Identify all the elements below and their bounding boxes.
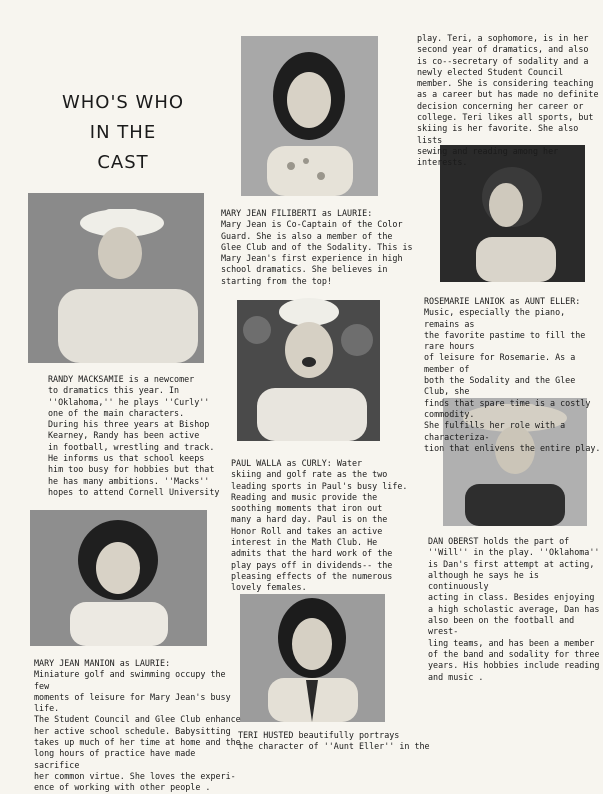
caption-mary-jean-manion: MARY JEAN MANION as LAURIE: Miniature golf and swimming occupy the few moments of leisure for Mary Jean's busy life. The Student Council and Glee Club enhance her active school schedule. Babysitting takes up much of her time at home and the long hours of practice have made sacrifice her common virtue. She loves the experi- ence of working with other people . xyxy=(34,658,241,793)
photo-walla xyxy=(237,300,380,441)
caption-dan-oberst: DAN OBERST holds the part of ''Will'' in the play. ''Oklahoma'' is Dan's first attempt at acting, although he says he is continuously acting in class. Besides enjoying a high scholastic average, Dan has also been on the football and wrest- ling teams, and has been a member of the band and sodality for three years. His hobbies include reading and music . xyxy=(428,536,600,682)
photo-macksamie xyxy=(28,193,204,363)
photo-husted xyxy=(240,594,385,722)
photo-filiberti xyxy=(241,36,378,196)
caption-randy-macksamie: RANDY MACKSAMIE is a newcomer to dramatics this year. In ''Oklahoma,'' he plays ''Curly'' one of the main characters. During his three years at Bishop Kearney, Randy has been active in football, wrestling and track. He informs us that school keeps him too busy for hobbies but that he has many ambitions. ''Macks'' hopes to attend Cornell University xyxy=(48,374,220,497)
caption-teri-husted: TERI HUSTED beautifully portrays the character of ''Aunt Eller'' in the xyxy=(238,730,430,752)
photo-manion xyxy=(30,510,207,646)
title-line-3: CAST xyxy=(97,152,149,173)
caption-rosemarie-laniok: ROSEMARIE LANIOK as AUNT ELLER: Music, especially the piano, remains as the favorite pastime to fill the rare hours of leisure for Rosemarie. As a member of both the Sodality and the Glee Club, she finds that spare time is a costly commodity. She fulfills her role with a characteriza- tion that enlivens the entire play. xyxy=(424,296,601,453)
caption-teri-husted-continued: play. Teri, a sophomore, is in her second year of dramatics, and also is co--secretary of sodality and a newly elected Student Council member. She is considering teaching as a career but has made no definite decision concerning her career or college. Teri likes all sports, but skiing is her favorite. She also lists sewing and reading among her interests. xyxy=(417,33,599,168)
caption-mary-jean-filiberti: MARY JEAN FILIBERTI as LAURIE: Mary Jean is Co-Captain of the Color Guard. She is also a member of the Glee Club and of the Sodality. This is Mary Jean's first experience in high school dramatics. She believes in starting from the top! xyxy=(221,208,413,286)
page-title xyxy=(48,88,198,178)
title-line-1: WHO'S WHO xyxy=(61,92,185,113)
title-line-2: IN THE xyxy=(89,122,157,143)
caption-paul-walla: PAUL WALLA as CURLY: Water skiing and golf rate as the two leading sports in Paul's busy life. Reading and music provide the soothing moments that iron out many a hard day. Paul is on the Honor Roll and takes an active interest in the Math Club. He admits that the hard work of the play pays off in dividends-- the pleasing effects of the numerous lovely females. xyxy=(231,458,408,593)
